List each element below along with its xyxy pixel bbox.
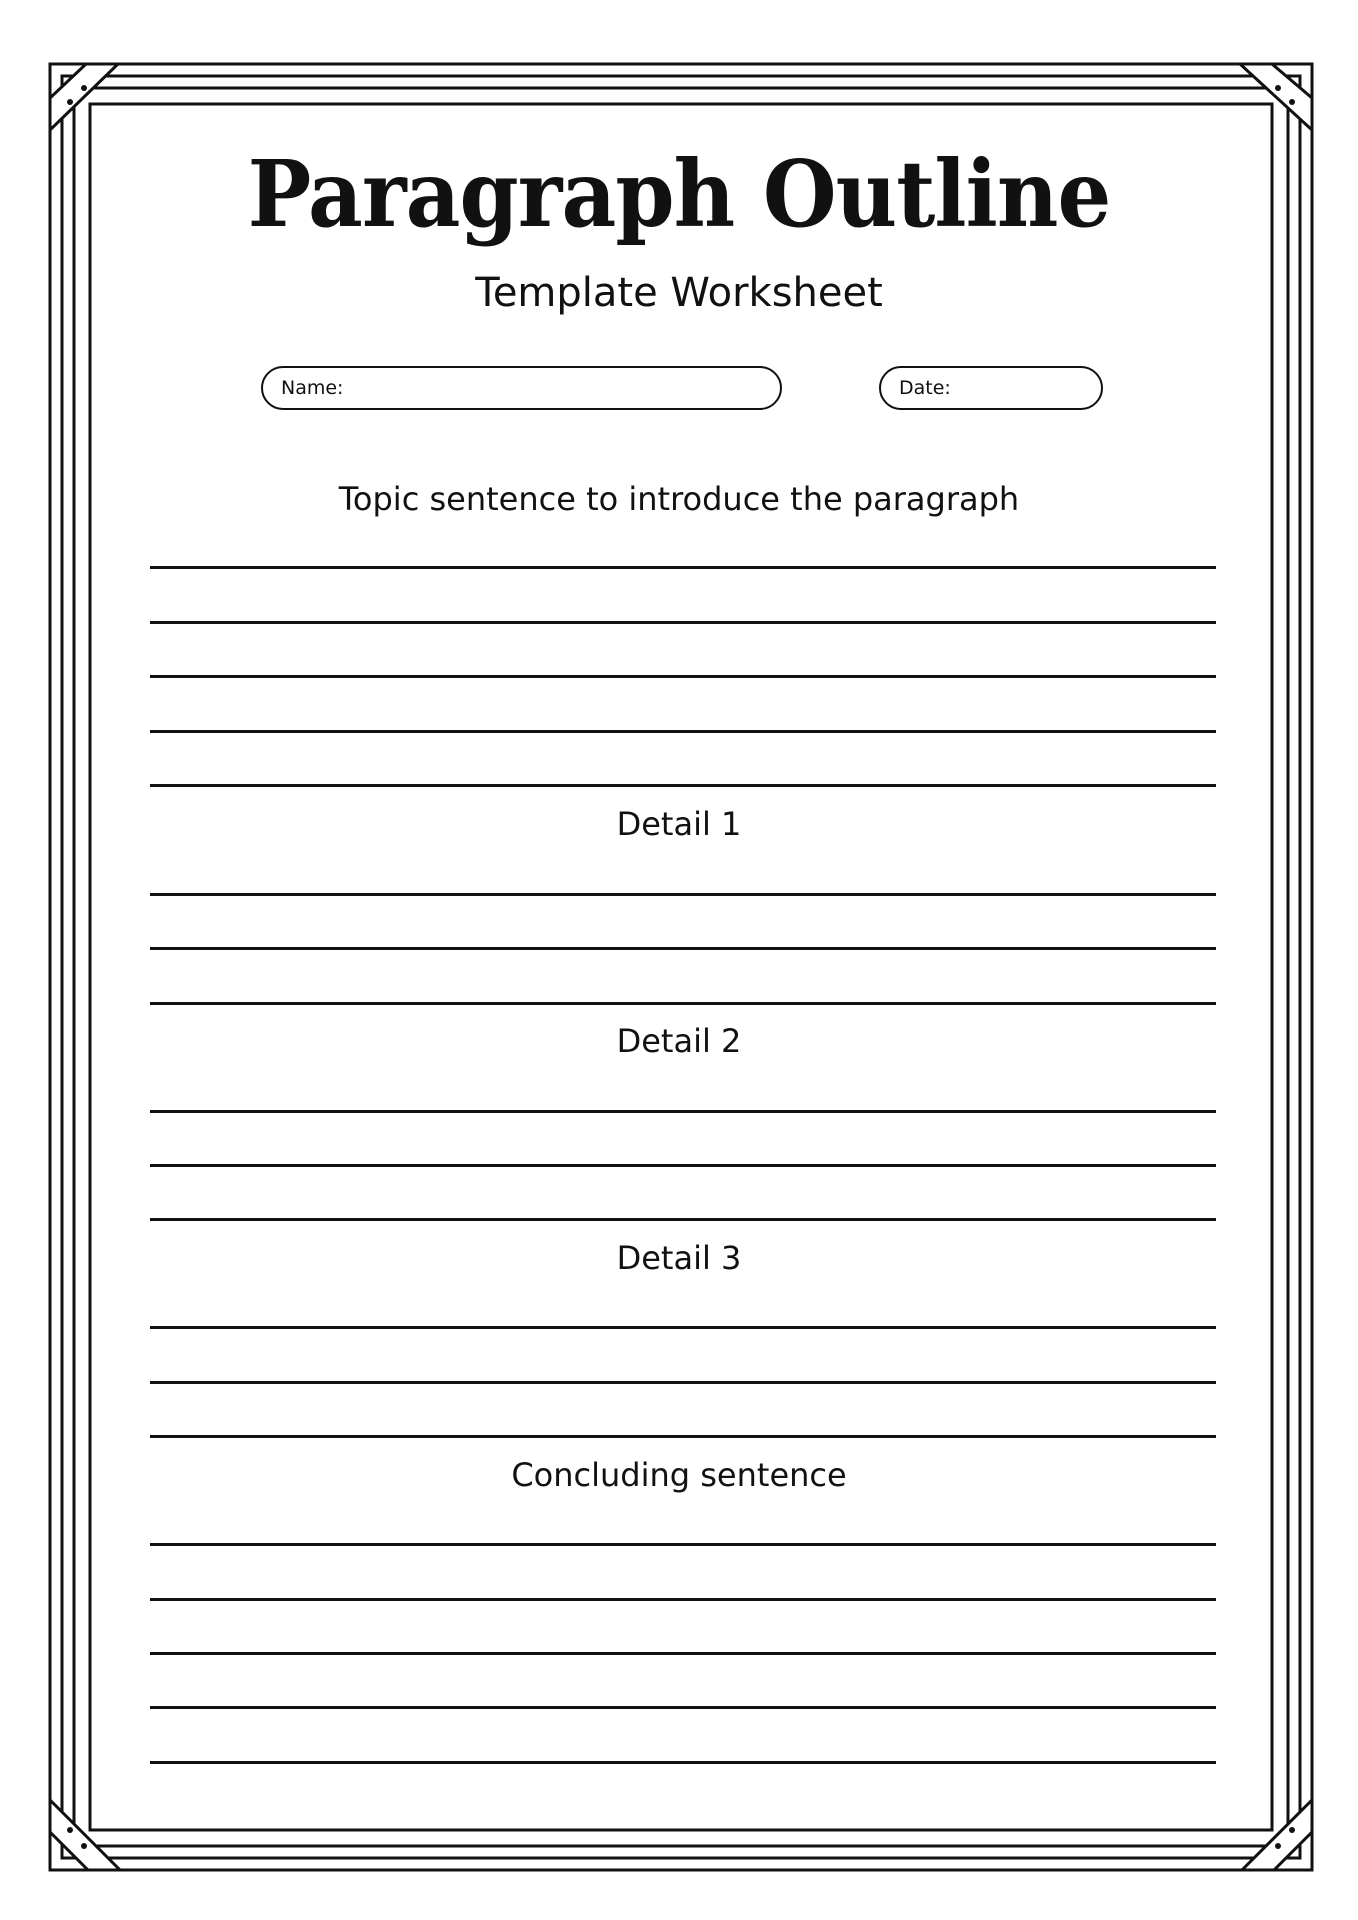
writing-line[interactable]	[150, 1110, 1216, 1113]
writing-line[interactable]	[150, 784, 1216, 787]
writing-line[interactable]	[150, 1761, 1216, 1764]
writing-line[interactable]	[150, 1435, 1216, 1438]
corner-bracket-top-right	[1240, 64, 1312, 130]
section-label-concluding-sentence: Concluding sentence	[511, 1456, 847, 1494]
section-label-topic-sentence: Topic sentence to introduce the paragraph	[338, 480, 1020, 518]
name-field-label: Name:	[281, 377, 344, 399]
writing-line[interactable]	[150, 1706, 1216, 1709]
name-field[interactable]	[261, 366, 782, 410]
writing-line[interactable]	[150, 566, 1216, 569]
page-subtitle: Template Worksheet	[475, 270, 883, 316]
date-field[interactable]	[879, 366, 1103, 410]
date-field-label: Date:	[899, 377, 951, 399]
writing-line[interactable]	[150, 1164, 1216, 1167]
writing-line[interactable]	[150, 1598, 1216, 1601]
writing-line[interactable]	[150, 621, 1216, 624]
writing-line[interactable]	[150, 1543, 1216, 1546]
writing-line[interactable]	[150, 1218, 1216, 1221]
writing-line[interactable]	[150, 1381, 1216, 1384]
corner-bracket-top-left	[50, 64, 118, 130]
writing-line[interactable]	[150, 893, 1216, 896]
section-label-detail-3: Detail 3	[616, 1239, 742, 1277]
writing-line[interactable]	[150, 730, 1216, 733]
writing-line[interactable]	[150, 1652, 1216, 1655]
page-title: Paragraph Outline	[247, 140, 1111, 248]
section-label-detail-1: Detail 1	[616, 805, 742, 843]
writing-line[interactable]	[150, 947, 1216, 950]
writing-line[interactable]	[150, 675, 1216, 678]
writing-line[interactable]	[150, 1002, 1216, 1005]
writing-line[interactable]	[150, 1326, 1216, 1329]
section-label-detail-2: Detail 2	[616, 1022, 742, 1060]
